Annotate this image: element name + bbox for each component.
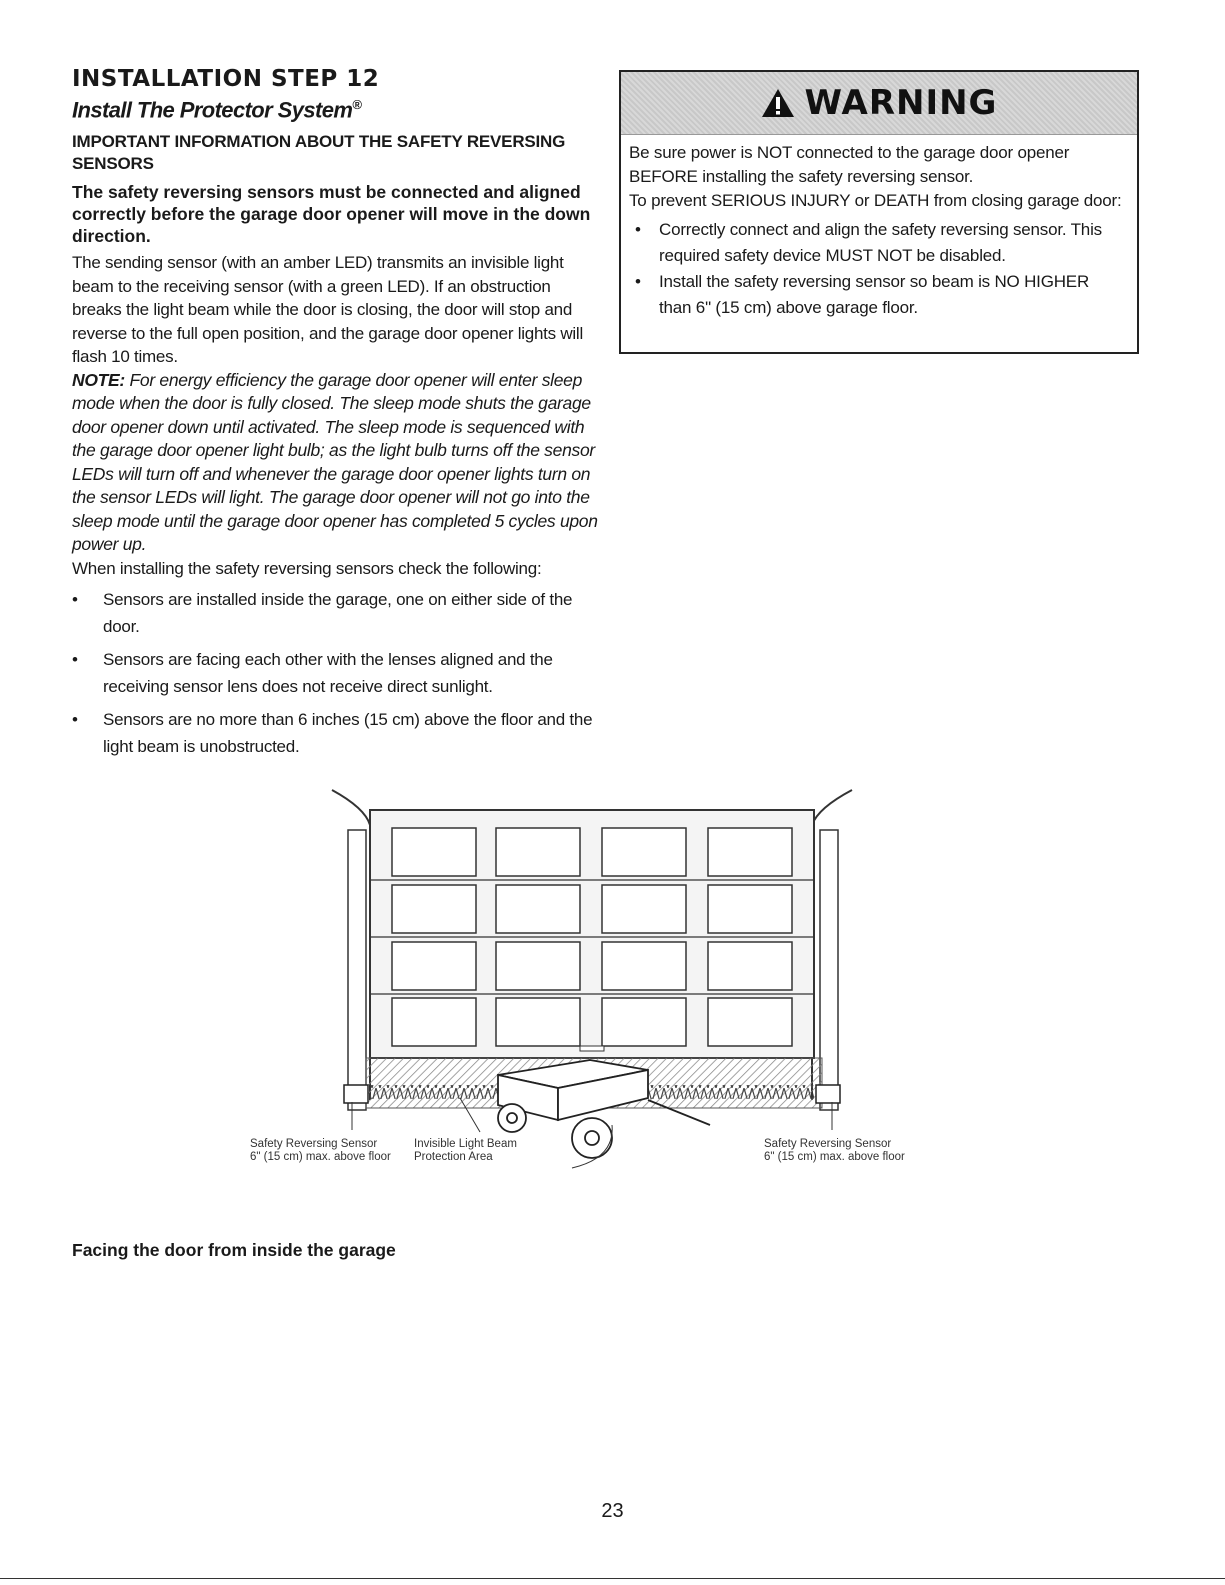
left-sensor-label-line2: 6" (15 cm) max. above floor [250, 1151, 391, 1163]
right-sensor-label-line2: 6" (15 cm) max. above floor [764, 1151, 905, 1163]
warning-line-1: Be sure power is NOT connected to the garage door opener BEFORE installing the safety reversing sensor. [629, 143, 1070, 186]
warning-box [619, 70, 1139, 354]
left-sensor-label [250, 1138, 391, 1164]
step-subtitle-text: Install The Protector System [72, 97, 353, 123]
checklist [72, 586, 602, 760]
registered-mark: ® [352, 97, 362, 112]
page-number: 23 [601, 1500, 624, 1522]
warning-bullets [629, 217, 1125, 321]
checklist-intro: When installing the safety reversing sensors check the following: [72, 558, 542, 578]
important-bold-paragraph: The safety reversing sensors must be connected and aligned correctly before the garage door opener will move in the down direction. [72, 182, 591, 247]
garage-door-drawing [240, 780, 940, 1180]
warning-title [761, 83, 998, 123]
note-text: For energy efficiency the garage door opener will enter sleep mode when the door is fully closed. The sleep mode shuts the garage door opener down until activated. The sleep mode is sequenced with the garage door opener light bulb; as the light bulb turns off the sensor LEDs will turn off and whenever the garage door opener lights turn on the sensor LEDs will light. The garage door opener will not go into the sleep mode until the garage door opener has completed 5 cycles upon power up. [72, 369, 598, 555]
left-sensor-label-line1: Safety Reversing Sensor [250, 1138, 378, 1150]
step-subtitle [72, 92, 602, 123]
checklist-item: • Sensors are facing each other with the lenses aligned and the receiving sensor lens does not receive direct sunlight. [72, 646, 602, 700]
figure-caption: Facing the door from inside the garage [72, 1240, 396, 1260]
bottom-rule [0, 1578, 1225, 1579]
light-beam-label-line2: Protection Area [414, 1151, 493, 1163]
note-label: NOTE: [72, 369, 125, 390]
right-sensor-label-line1: Safety Reversing Sensor [764, 1138, 892, 1150]
checklist-item: • Sensors are no more than 6 inches (15 cm) above the floor and the light beam is unobstructed. [72, 706, 602, 760]
sensor-description: The sending sensor (with an amber LED) transmits an invisible light beam to the receiving sensor (with a green LED). If an obstruction breaks the light beam while the door is closing, the door will stop and reverse to the full open position, and the garage door opener lights will flash 10 times. [72, 253, 583, 367]
step-title: INSTALLATION STEP 12 [72, 66, 380, 92]
note-paragraph [72, 369, 602, 557]
warning-bullet: • Correctly connect and align the safety reversing sensor. This required safety device MUST NOT be disabled. [629, 217, 1125, 269]
checklist-item: • Sensors are installed inside the garage, one on either side of the door. [72, 586, 602, 640]
right-sensor-label [764, 1138, 905, 1164]
warning-bullet: • Install the safety reversing sensor so beam is NO HIGHER than 6" (15 cm) above garage floor. [629, 269, 1125, 321]
light-beam-label-line1: Invisible Light Beam [414, 1138, 517, 1150]
warning-line-2: To prevent SERIOUS INJURY or DEATH from closing garage door: [629, 191, 1122, 210]
light-beam-label [414, 1138, 517, 1164]
warning-header [621, 72, 1137, 135]
left-column [72, 66, 602, 766]
warning-triangle-icon [761, 88, 795, 118]
garage-door-illustration [240, 780, 940, 1180]
warning-title-text: WARNING [804, 83, 998, 123]
warning-body [621, 135, 1137, 321]
important-heading: IMPORTANT INFORMATION ABOUT THE SAFETY REVERSING SENSORS [72, 132, 566, 174]
